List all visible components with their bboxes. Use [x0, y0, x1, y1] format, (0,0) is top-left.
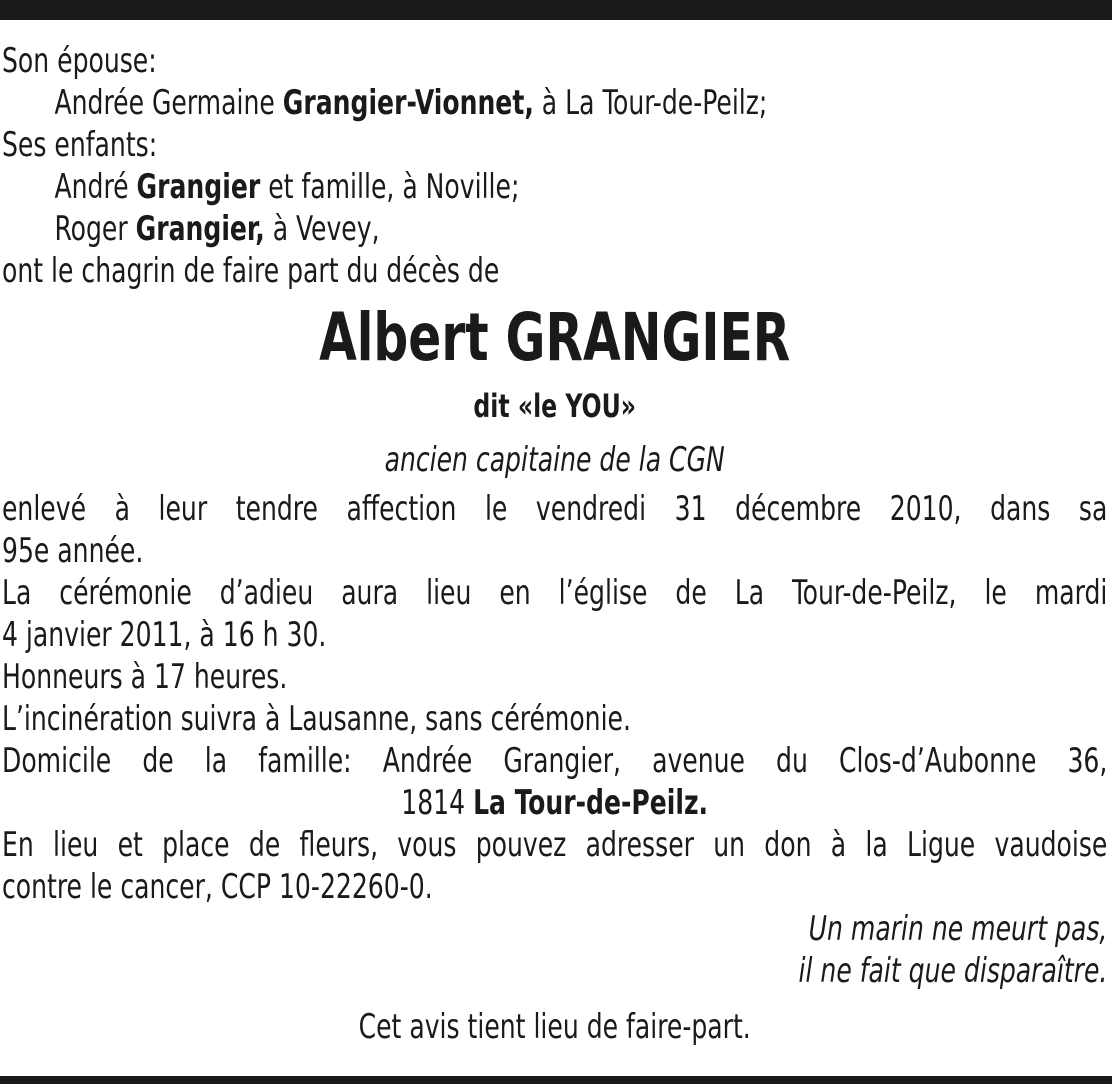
honours-line: Honneurs à 17 heures.: [2, 657, 288, 697]
domicile-zip: 1814: [401, 783, 474, 823]
spouse-surname: Grangier-Vionnet,: [282, 83, 534, 123]
deceased-role: ancien capitaine de la CGN: [384, 440, 725, 480]
child1-surname: Grangier: [136, 167, 261, 207]
children-label: Ses enfants:: [2, 125, 158, 165]
cremation-line: L’incinération suivra à Lausanne, sans cérémonie.: [2, 699, 631, 739]
child2-surname: Grangier,: [135, 209, 265, 249]
donation-line-1: En lieu et place de fleurs, vous pouvez adresser un don à la Ligue vaudoise: [2, 825, 1108, 865]
death-line-2: 95e année.: [2, 531, 144, 571]
quote-line-1: Un marin ne meurt pas,: [808, 909, 1108, 949]
child1-rest: et famille, à Noville;: [260, 167, 520, 207]
spouse-place: à La Tour-de-Peilz;: [533, 83, 768, 123]
ceremony-line-1: La cérémonie d’adieu aura lieu en l’église de La Tour-de-Peilz, le mardi: [2, 573, 1108, 613]
ceremony-line-2: 4 janvier 2011, à 16 h 30.: [2, 615, 327, 655]
donation-line-2: contre le cancer, CCP 10-22260-0.: [2, 867, 433, 907]
announcement-text: ont le chagrin de faire part du décès de: [2, 251, 500, 291]
domicile-line-1: Domicile de la famille: Andrée Grangier, avenue du Clos-d’Aubonne 36,: [2, 741, 1108, 781]
spouse-line: [2, 82, 1107, 124]
closing-line: Cet avis tient lieu de faire-part.: [358, 1007, 751, 1047]
bottom-rule: [0, 1076, 1112, 1084]
deceased-name: Albert GRANGIER: [319, 299, 791, 376]
child-line-1: [2, 166, 1107, 208]
spouse-label: Son épouse:: [2, 41, 157, 81]
spouse-first-name: Andrée Germaine: [54, 83, 283, 123]
quote-line-2: il ne fait que disparaître.: [798, 951, 1108, 991]
domicile-city: La Tour-de-Peilz.: [473, 783, 709, 823]
child2-first-name: Roger: [54, 209, 136, 249]
deceased-nickname: dit «le YOU»: [473, 387, 637, 425]
death-line-1: enlevé à leur tendre affection le vendredi 31 décembre 2010, dans sa: [2, 489, 1108, 529]
child1-first-name: André: [54, 167, 137, 207]
top-rule: [0, 0, 1112, 20]
child2-rest: à Vevey,: [264, 209, 380, 249]
obituary-notice: [2, 40, 1107, 1048]
domicile-line-2: [2, 782, 1107, 824]
child-line-2: [2, 208, 1107, 250]
